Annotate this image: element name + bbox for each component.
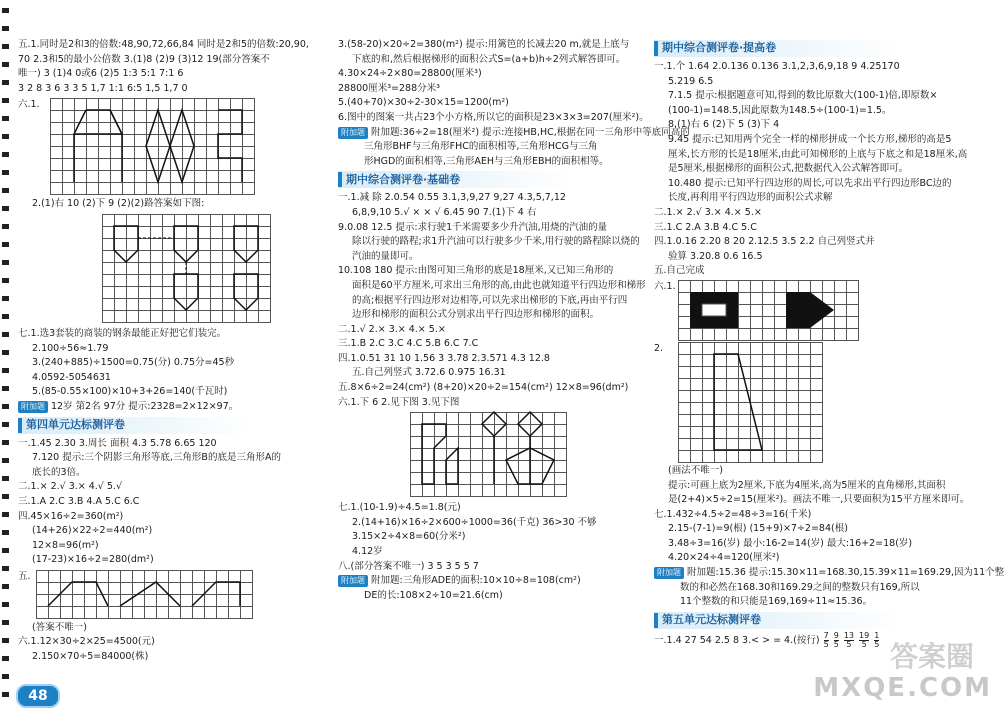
answer-line: 12×8=96(m²) — [32, 539, 99, 551]
answer-line: 的高;根据平行四边形对边相等,可以先求出梯形的下底,再由平行四 — [352, 294, 628, 306]
answer-line: 除以行驶的路程;求1升汽油可以行驶多少千米,用行驶的路程除以烧的 — [352, 236, 640, 248]
answer-line: 七.1.(10-1.9)÷4.5=1.8(元) — [338, 502, 461, 514]
answer-line: 3 2 8 3 6 3 3 5 1,7 1:1 6:5 1,5 1,7 0 — [18, 82, 188, 94]
fraction: $\frac{13}{5}$ — [843, 630, 855, 649]
answer-line: 厘米,长方形的长是18厘米,由此可知梯形的上底与下底之和是18厘米,高 — [668, 148, 968, 160]
answer-line: 一.1.减 除 2.0.54 0.55 3.1,3,9,27 9,27 4.3,5,7,12 — [338, 192, 566, 204]
answer-line: 9.45 提示:已知用两个完全一样的梯形拼成一个长方形,梯形的高是5 — [668, 133, 952, 145]
answer-line: 四.1.0.16 2.20 8 20 2.12.5 3.5 2.2 自己列竖式并 — [654, 236, 875, 248]
answer-line: 二.1.× 2.√ 3.× 4.√ 5.√ — [18, 481, 122, 493]
answer-line: 提示:可画上底为2厘米,下底为4厘米,高为5厘米的直角梯形,其面积 — [668, 479, 946, 491]
answer-line: 数的和必然在168.30和169.29之间的整数只有169,所以 — [680, 581, 920, 593]
translation-shapes — [102, 214, 270, 322]
answer-line: 二.1.√ 2.× 3.× 4.× 5.× — [338, 323, 446, 335]
page-number-badge: 48 — [16, 684, 60, 708]
answer-line: 面积是60平方厘米,可求出三角形的高,由此也就知道平行四边形和梯形 — [352, 279, 646, 291]
grid-figure-symmetry — [50, 98, 255, 195]
answer-line: 8.(1)右 6 (2)下 5 (3)下 4 — [668, 119, 780, 131]
answer-line: 4.20×24÷4=120(厘米²) — [668, 552, 780, 564]
section-title: 第四单元达标测评卷 — [26, 417, 125, 431]
answer-line: 12岁 第2名 97分 提示:2328=2×12×97。 — [51, 400, 239, 412]
item-label: 六.1. — [18, 99, 40, 111]
answer-line: 7.120 提示:三个阴影三角形等底,三角形B的底是三角形A的 — [32, 452, 281, 464]
section-title: 期中综合测评卷·提高卷 — [662, 41, 777, 55]
answer-line: 附加题:15.36 提示:15.30×11=168.30,15.39×11=169.29,因为11个整 — [687, 567, 1004, 579]
grid-figure-trapezoid — [678, 342, 823, 463]
column-left — [18, 38, 330, 665]
answer-line: 5.(40+70)×30÷2-30×15=1200(m²) — [338, 97, 509, 109]
bonus-tag: 附加题 — [338, 575, 368, 587]
answer-line: 9.0.08 12.5 提示:求行驶1千米需要多少升汽油,用烧的汽油的量 — [338, 221, 608, 233]
answer-line: 唯一) 3 (1)4 0或6 (2)5 1:3 5:1 7:1 6 — [18, 68, 184, 80]
fraction: $\frac{19}{5}$ — [859, 630, 870, 649]
grid-figure-equal-area — [36, 570, 253, 619]
section-title: 第五单元达标测评卷 — [662, 613, 761, 627]
answer-note: (答案不唯一) — [32, 621, 87, 633]
answer-line: 七.1.432÷4.5÷2=48÷3=16(千米) — [654, 508, 812, 520]
answer-line: 形HGD的面积相等,三角形AEH与三角形EBH的面积相等。 — [364, 155, 609, 167]
symmetry-shapes — [50, 98, 254, 194]
answer-line: 八.(部分答案不唯一) 3 5 3 5 5 7 — [338, 560, 479, 572]
answer-line: (14+26)×22÷2=440(m²) — [32, 525, 153, 537]
section-header — [18, 417, 330, 434]
trapezoid-shape — [678, 342, 822, 462]
fraction: $\frac{9}{5}$ — [833, 630, 839, 649]
answer-line: 下底的和,然后根据梯形的面积公式S=(a+b)h÷2列式解答即可。 — [352, 53, 626, 65]
answer-line: (100-1)=148.5,因此原数为148.5÷(100-1)=1.5。 — [668, 104, 892, 116]
transform-shapes — [410, 412, 566, 496]
bonus-tag: 附加题 — [654, 567, 684, 579]
answer-line: 五.1.同时是2和3的倍数:48,90,72,66,84 同时是2和5的倍数:20,90, — [18, 39, 309, 50]
answer-line: 2.(1)右 10 (2)下 9 (2)(2)路答案如下图: — [32, 198, 205, 210]
fraction: $\frac{7}{5}$ — [823, 630, 829, 649]
answer-line: 五.自己列竖式 3.72.6 0.975 16.31 — [352, 367, 506, 379]
grid-figure-transform — [410, 412, 567, 497]
answer-line: 附加题:三角形ADE的面积:10×10÷8=108(cm²) — [371, 575, 581, 587]
answer-line: 四.45×16÷2=360(m²) — [18, 510, 124, 522]
item-label: 五. — [18, 570, 31, 582]
answer-line: 六.1.下 6 2.见下图 3.见下图 — [338, 396, 460, 408]
answer-line: 一.1.个 1.64 2.0.136 0.136 3.1,2,3,6,9,18 9 4.25170 — [654, 61, 900, 72]
answer-line: 6.图中的图案一共占23个小方格,所以它的面积是23×3×3=207(厘米²)。 — [338, 111, 649, 123]
section-header — [338, 171, 650, 188]
answer-line: 3.48÷3=16(岁) 最小:16-2=14(岁) 最大:16+2=18(岁) — [668, 537, 913, 549]
answer-line: 边形和梯形的面积公式分别求出平行四边形和梯形的面积。 — [352, 309, 600, 321]
answer-line: 5.219 6.5 — [668, 75, 714, 87]
answer-line: 长度,再利用平行四边形的面积公式求解 — [668, 192, 833, 204]
answer-line: 2.(14+16)×16÷2×600÷1000=36(千克) 36>30 不够 — [352, 516, 597, 528]
answer-line: 底长的3倍。 — [32, 466, 86, 478]
answer-line: 是(2+4)×5÷2=15(厘米²)。画法不唯一,只要面积为15平方厘米即可。 — [668, 494, 970, 506]
shaded-shapes — [678, 280, 858, 340]
section-header — [654, 40, 984, 57]
equal-area-shapes — [36, 570, 252, 618]
answer-line: 二.1.× 2.√ 3.× 4.× 5.× — [654, 206, 762, 218]
grid-figure-translation — [102, 214, 271, 323]
answer-line: 附加题:36÷2=18(厘米²) 提示:连接HB,HC,根据在同一三角形中等底同高的 — [371, 126, 690, 138]
answer-line: 4.12岁 — [352, 546, 383, 558]
watermark-logo: 答案圈 — [889, 640, 974, 673]
binding-edge — [0, 0, 12, 707]
answer-line: 五.自己完成 — [654, 265, 705, 277]
answer-line: 70 2.3和5的最小公倍数 3.(1)8 (2)9 (3)12 19(部分答案不 — [18, 53, 270, 65]
answer-line: 10.480 提示:已知平行四边形的周长,可以先求出平行四边形BC边的 — [668, 177, 952, 189]
section-title: 期中综合测评卷·基础卷 — [346, 172, 461, 186]
answer-line: 七.1.选3套装的商装的钢条最能正好把它们装完。 — [18, 327, 227, 339]
bonus-tag: 附加题 — [18, 401, 48, 413]
answer-line: 三.1.B 2.C 3.C 4.C 5.B 6.C 7.C — [338, 338, 479, 350]
answer-line: 28800厘米³=288分米³ — [338, 82, 440, 94]
answer-line: 11个整数的和只能是169,169÷11≈15.36。 — [680, 596, 873, 608]
answer-line: 是5厘米,根据梯形的面积公式,把数据代入公式解答即可。 — [668, 163, 909, 175]
answer-line: (17-23)×16÷2=280(dm²) — [32, 554, 154, 566]
answer-line: 3.(240+885)÷1500=0.75(分) 0.75分=45秒 — [32, 357, 235, 369]
fraction: $\frac{1}{5}$ — [874, 630, 880, 649]
answer-line: 2.100÷56≈1.79 — [32, 342, 109, 354]
answer-line: 汽油的量即可。 — [352, 250, 419, 262]
answer-line: 六.1.12×30÷2×25=4500(元) — [18, 636, 155, 648]
answer-note: (画法不唯一) — [668, 464, 723, 476]
answer-line: 10.108 180 提示:由图可知三角形的底是18厘米,又已知三角形的 — [338, 265, 614, 277]
item-label: 六.1. — [654, 280, 676, 292]
answer-line: 一.1.45 2.30 3.周长 面积 4.3 5.78 6.65 120 — [18, 437, 217, 449]
bonus-tag: 附加题 — [338, 127, 368, 139]
section-header — [654, 612, 984, 629]
answer-line: 五.8×6÷2=24(cm²) (8+20)×20÷2=154(cm²) 12×8=96(dm²) — [338, 382, 629, 394]
answer-line: 三.1.C 2.A 3.B 4.C 5.C — [654, 221, 757, 233]
column-right — [654, 38, 1004, 649]
answer-line: DE的长:108×2÷10=21.6(cm) — [364, 589, 503, 601]
answer-line: 5.(85-0.55×100)×10+3+26=140(千瓦时) — [32, 386, 228, 398]
answer-line: 6,8,9,10 5.√ × × √ 6.45 90 7.(1)下 4 右 — [352, 206, 537, 218]
answer-line: 一.1.4 27 54 2.5 8 3.< > = 4.(按行) — [654, 634, 820, 646]
grid-figure-shaded — [678, 280, 859, 341]
answer-line: 2.150×70÷5=84000(株) — [32, 651, 149, 663]
answer-line: 三角形BHF与三角形FHC的面积相等,三角形HCG与三角 — [364, 141, 598, 153]
answer-line: 三.1.A 2.C 3.B 4.A 5.C 6.C — [18, 495, 140, 507]
answer-line: 3.15×2÷4×8=60(分米²) — [352, 531, 466, 543]
answer-line: 2.15-(7-1)=9(根) (15+9)×7÷2=84(根) — [668, 523, 848, 535]
watermark-text: MXQE.COM — [813, 673, 992, 703]
item-label: 2. — [654, 342, 664, 354]
answer-line: 4.30×24÷2×80=28800(厘米³) — [338, 68, 482, 80]
answer-line: 3.(58-20)×20÷2=380(m²) 提示:用篱笆的长减去20 m,就是上底与 — [338, 39, 630, 50]
answer-line: 验算 3.20.8 0.6 16.5 — [668, 250, 763, 262]
answer-line: 4.0592-5054631 — [32, 371, 111, 383]
answer-line: 7.1.5 提示:根据题意可知,得到的数比原数大(100-1)倍,即原数× — [668, 90, 938, 102]
answer-line: 四.1.0.51 31 10 1.56 3 3.78 2.3.571 4.3 12.8 — [338, 352, 550, 364]
